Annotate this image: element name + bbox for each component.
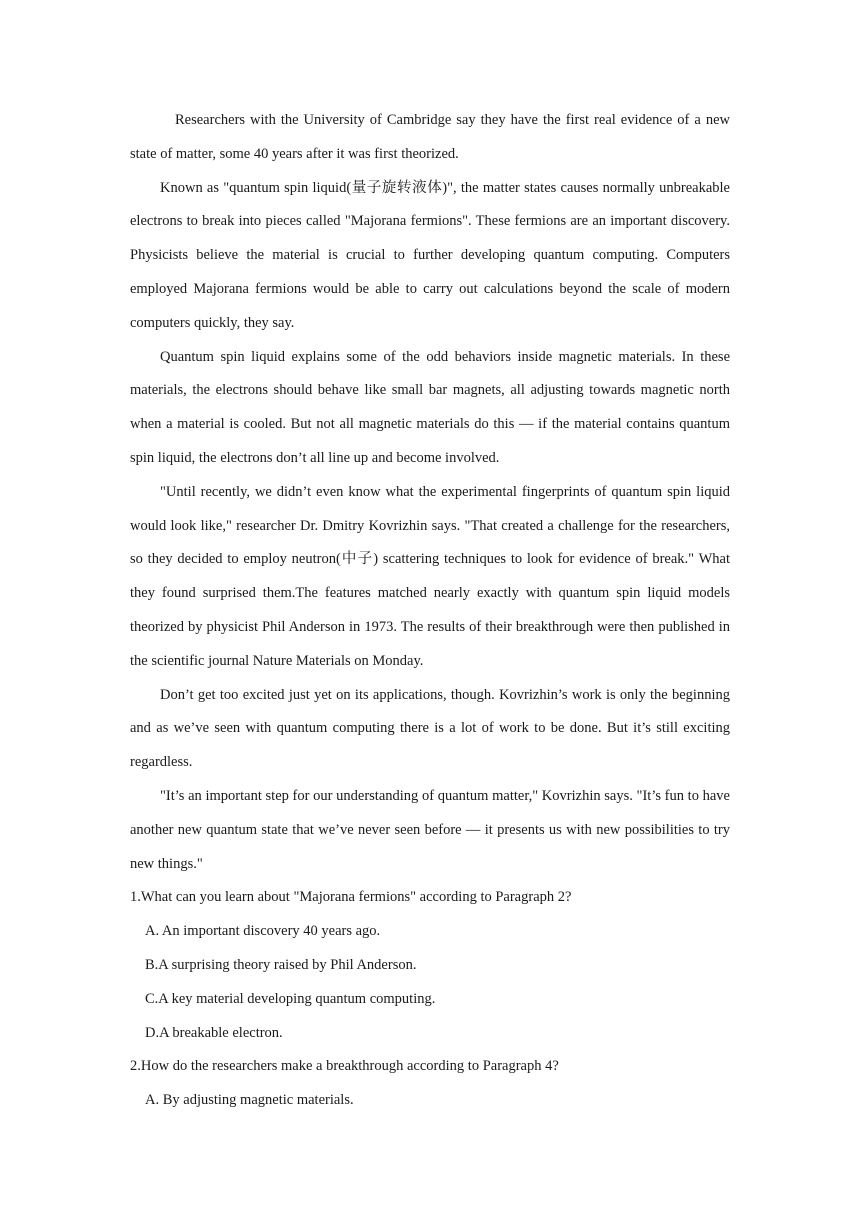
passage-paragraph-1: Researchers with the University of Cambridge say they have the first real evidence of a new state of matter, some 40 years after it was first theorized. xyxy=(130,112,730,162)
question-stem: 2.How do the researchers make a breakthrough according to Paragraph 4? xyxy=(130,1058,559,1075)
question-1-option-a: A. An important discovery 40 years ago. xyxy=(145,923,381,940)
question-1-option-d: D.A breakable electron. xyxy=(145,1024,283,1041)
passage-paragraph-5: Don’t get too excited just yet on its applications, though. Kovrizhin’s work is only the beginning and as we’ve seen with quantum computing there is a lot of work to be done. But it’s still exciting regardless. xyxy=(130,686,730,771)
question-1-option-c: C.A key material developing quantum computing. xyxy=(145,990,436,1007)
document-page xyxy=(130,104,730,1118)
passage-paragraph-3: Quantum spin liquid explains some of the odd behaviors inside magnetic materials. In these materials, the electrons should behave like small bar magnets, all adjusting towards magnetic north when a material is cooled. But not all magnetic materials do this — if the material contains quantum spin liquid, the electrons don’t all line up and become involved. xyxy=(130,348,730,466)
reading-passage xyxy=(130,104,730,881)
passage-paragraph-2: Known as "quantum spin liquid(量子旋转液体)", the matter states causes normally unbreakable electrons to break into pieces called "Majorana fermions". These fermions are an important discovery. Physicists believe the material is crucial to further developing quantum computing. Computers employed Majorana fermions would be able to carry out calculations beyond the scale of modern computers quickly, they say. xyxy=(130,179,730,331)
question-1 xyxy=(130,881,730,1050)
question-stem: 1.What can you learn about "Majorana fermions" according to Paragraph 2? xyxy=(130,889,572,906)
passage-paragraph-6: "It’s an important step for our understanding of quantum matter," Kovrizhin says. "It’s fun to have another new quantum state that we’ve never seen before — it presents us with new possibilities to try new things." xyxy=(130,787,730,872)
passage-paragraph-4: "Until recently, we didn’t even know what the experimental fingerprints of quantum spin liquid would look like," researcher Dr. Dmitry Kovrizhin says. "That created a challenge for the researchers, so they decided to employ neutron(中子) scattering techniques to look for evidence of break." What they found surprised them.The features matched nearly exactly with quantum spin liquid models theorized by physicist Phil Anderson in 1973. The results of their breakthrough were then published in the scientific journal Nature Materials on Monday. xyxy=(130,483,730,669)
question-1-option-b: B.A surprising theory raised by Phil Anderson. xyxy=(145,956,417,973)
question-2-option-a: A. By adjusting magnetic materials. xyxy=(145,1092,354,1109)
question-2 xyxy=(130,1050,730,1118)
